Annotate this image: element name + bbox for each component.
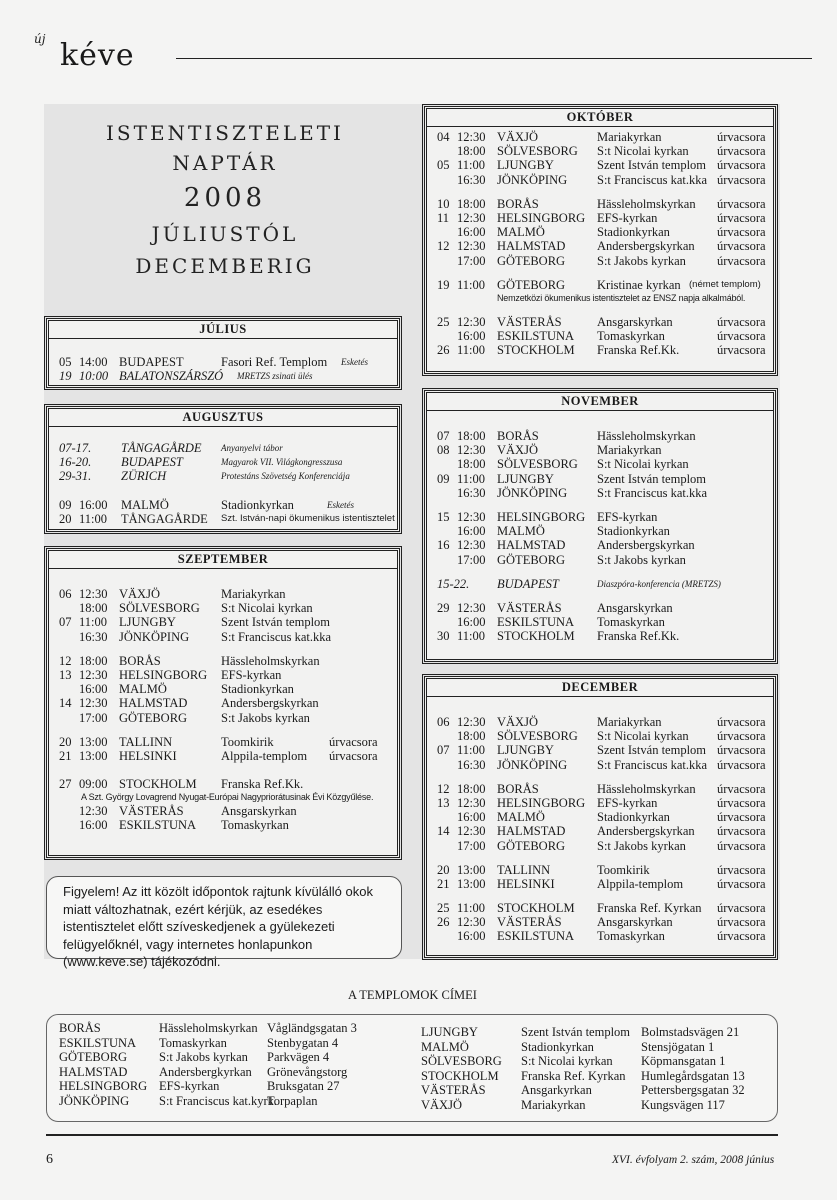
month-heading: SZEPTEMBER <box>49 551 397 569</box>
schedule-row: 17:00 GÖTEBORG S:t Jakobs kyrkan úrvacsora <box>457 838 766 853</box>
schedule-row: 18:00 SÖLVESBORG S:t Nicolai kyrkan úrvacsora <box>457 729 766 744</box>
title-line-1: ISTENTISZTELETI <box>106 121 344 145</box>
schedule-row: 18:00 SÖLVESBORG S:t Nicolai kyrkan úrvacsora <box>457 144 766 159</box>
month-box-augusztus <box>46 406 400 532</box>
schedule-row: 16:30 JÖNKÖPING S:t Franciscus kat.kka <box>457 485 708 500</box>
schedule-row: 06 12:30 VÄXJÖ Mariakyrkan <box>59 587 286 601</box>
schedule-row: 20 13:00 TALLINN Toomkirik úrvacsora <box>437 862 766 877</box>
month-heading: JÚLIUS <box>49 321 397 339</box>
month-heading: DECEMBER <box>427 679 773 697</box>
schedule-row: 16:00 MALMÖ Stadionkyrkan <box>79 682 294 697</box>
schedule-row: 16:30 JÖNKÖPING S:t Franciscus kat.kka <box>79 629 332 644</box>
schedule-row: 20 11:00 TÅNGAGÅRDE Szt. István-napi ökumenikus istentisztelet <box>59 511 395 526</box>
issue-info: XVI. évfolyam 2. szám, 2008 június <box>612 1154 775 1166</box>
masthead-prefix: új <box>34 32 46 46</box>
schedule-row: 16:00 ESKILSTUNA Tomaskyrkan <box>79 818 289 833</box>
notice-text: Figyelem! Az itt közölt időpontok rajtunk kívülálló okok miatt változhatnak, ezért kérjük, az esedékes istentisztelet előtt szíveskedjenek a gyülekezeti felügyelőknél, vagy internetes honlapunkon (www.keve.se) tájékozódni. <box>63 884 373 969</box>
addresses-heading: A TEMPLOMOK CÍMEI <box>348 988 477 1002</box>
title-line-5: DECEMBERIG <box>135 254 315 278</box>
schedule-row: 12:30 VÄSTERÅS Ansgarskyrkan <box>79 804 297 819</box>
schedule-row: 30 11:00 STOCKHOLM Franska Ref.Kk. <box>437 629 680 644</box>
schedule-row: 25 12:30 VÄSTERÅS Ansgarskyrkan úrvacsora <box>437 314 766 329</box>
address-row: VÄSTERÅS Ansgarkyrkan Pettersbergsgatan 32 <box>421 1083 745 1097</box>
schedule-row: 10 18:00 BORÅS Hässleholmskyrkan úrvacsora <box>437 196 766 211</box>
schedule-row: 08 12:30 VÄXJÖ Mariakyrkan <box>437 443 662 458</box>
schedule-row: 16:00 ESKILSTUNA Tomaskyrkan úrvacsora <box>457 929 766 944</box>
title-line-2: NAPTÁR <box>172 151 278 175</box>
schedule-row: 25 11:00 STOCKHOLM Franska Ref. Kyrkan úrvacsora <box>437 901 766 916</box>
address-row: ESKILSTUNA Tomaskyrkan Stenbygatan 4 <box>59 1035 339 1050</box>
schedule-row: 05 11:00 LJUNGBY Szent István templom úrvacsora <box>437 158 766 173</box>
event-note: Nemzetközi ökumenikus istentisztelet az ENSZ napja alkalmából. <box>497 292 746 303</box>
schedule-row: 11 12:30 HELSINGBORG EFS-kyrkan úrvacsora <box>437 210 766 225</box>
schedule-row: 04 12:30 VÄXJÖ Mariakyrkan úrvacsora <box>437 130 766 144</box>
schedule-row: 16:00 ESKILSTUNA Tomaskyrkan <box>457 615 665 630</box>
masthead-title: kéve <box>60 38 135 73</box>
schedule-row: 19 10:00 BALATONSZÁRSZÓ MRETZS zsinati ülés <box>59 369 313 384</box>
month-box-december <box>424 676 776 958</box>
schedule-row: 21 13:00 HELSINKI Alppila-templom úrvacsora <box>59 748 378 763</box>
schedule-row: 27 09:00 STOCKHOLM Franska Ref.Kk. <box>59 777 304 792</box>
schedule-row: 19 11:00 GÖTEBORG Kristinae kyrkan (német templom) <box>437 277 761 292</box>
schedule-row: 17:00 GÖTEBORG S:t Jakobs kyrkan <box>79 710 310 725</box>
schedule-row: 13 12:30 HELSINGBORG EFS-kyrkan úrvacsora <box>437 795 766 810</box>
month-heading: AUGUSZTUS <box>49 409 397 427</box>
schedule-row: 16:00 ESKILSTUNA Tomaskyrkan úrvacsora <box>457 329 766 344</box>
schedule-row: 15 12:30 HELSINGBORG EFS-kyrkan <box>437 509 658 524</box>
address-row: BORÅS Hässleholmskyrkan Vågländgsgatan 3 <box>59 1021 357 1035</box>
address-row: MALMÖ Stadionkyrkan Stensjögatan 1 <box>421 1039 715 1054</box>
page-number: 6 <box>46 1152 53 1167</box>
schedule-row: 20 13:00 TALLINN Toomkirik úrvacsora <box>59 734 378 749</box>
address-row: SÖLVESBORG S:t Nicolai kyrkan Köpmansgatan 1 <box>421 1054 726 1068</box>
event-note: A Szt. György Lovagrend Nyugat-Európai Nagypriorátusinak Évi Közgyűlése. <box>81 792 374 803</box>
address-row: HALMSTAD Andersbergkyrkan Grönevångstorg <box>59 1064 348 1079</box>
schedule-row: 09 11:00 LJUNGBY Szent István templom <box>437 471 707 486</box>
schedule-row: 15-22. BUDAPEST Diaszpóra-konferencia (MRETZS) <box>437 576 721 591</box>
month-box-szeptember <box>46 548 400 858</box>
schedule-row: 17:00 GÖTEBORG S:t Jakobs kyrkan <box>457 552 686 567</box>
address-row: HELSINGBORG EFS-kyrkan Bruksgatan 27 <box>59 1079 340 1093</box>
schedule-row: 06 12:30 VÄXJÖ Mariakyrkan úrvacsora <box>437 715 766 729</box>
schedule-row: 17:00 GÖTEBORG S:t Jakobs kyrkan úrvacsora <box>457 253 766 268</box>
schedule-row: 26 11:00 STOCKHOLM Franska Ref.Kk. úrvacsora <box>437 343 766 358</box>
schedule-row: 12 18:00 BORÅS Hässleholmskyrkan <box>59 653 320 668</box>
address-row: JÖNKÖPING S:t Franciscus kat.kyrk. Torpaplan <box>59 1093 318 1108</box>
notice-box <box>46 876 402 969</box>
schedule-row: 14 12:30 HALMSTAD Andersbergskyrkan úrvacsora <box>437 824 766 839</box>
schedule-row: 07 18:00 BORÅS Hässleholmskyrkan <box>437 429 696 443</box>
address-row: GÖTEBORG S:t Jakobs kyrkan Parkvägen 4 <box>59 1050 330 1064</box>
month-box-oktober <box>424 106 776 374</box>
schedule-row: 07-17. TÅNGAGÅRDE Anyanyelvi tábor <box>59 441 283 455</box>
schedule-row: 18:00 SÖLVESBORG S:t Nicolai kyrkan <box>457 457 689 472</box>
schedule-row: 29 12:30 VÄSTERÅS Ansgarskyrkan <box>437 600 673 615</box>
schedule-row: 16:00 MALMÖ Stadionkyrkan <box>457 524 670 539</box>
schedule-row: 13 12:30 HELSINGBORG EFS-kyrkan <box>59 667 282 682</box>
schedule-row: 29-31. ZÜRICH Protestáns Szövetség Konferenciája <box>59 469 350 484</box>
month-heading: OKTÓBER <box>427 109 773 127</box>
schedule-row: 12 18:00 BORÅS Hässleholmskyrkan úrvacsora <box>437 781 766 796</box>
footer-rule <box>46 1134 778 1136</box>
schedule-row: 14 12:30 HALMSTAD Andersbergskyrkan <box>59 696 319 711</box>
schedule-row: 16 12:30 HALMSTAD Andersbergskyrkan <box>437 538 695 553</box>
schedule-row: 07 11:00 LJUNGBY Szent István templom <box>59 615 331 630</box>
schedule-row: 16:30 JÖNKÖPING S:t Franciscus kat.kka úrvacsora <box>457 172 766 187</box>
address-row: STOCKHOLM Franska Ref. Kyrkan Humlegårdsgatan 13 <box>421 1068 745 1083</box>
schedule-row: 18:00 SÖLVESBORG S:t Nicolai kyrkan <box>79 601 313 616</box>
address-row: LJUNGBY Szent István templom Bolmstadsvägen 21 <box>421 1025 740 1039</box>
month-box-november <box>424 390 776 662</box>
schedule-row: 26 12:30 VÄSTERÅS Ansgarskyrkan úrvacsora <box>437 915 766 930</box>
schedule-row: 09 16:00 MALMÖ Stadionkyrkan Esketés <box>59 497 354 512</box>
schedule-row: 21 13:00 HELSINKI Alppila-templom úrvacsora <box>437 876 766 891</box>
schedule-row: 12 12:30 HALMSTAD Andersbergskyrkan úrvacsora <box>437 239 766 254</box>
month-box-julius <box>46 318 400 388</box>
month-heading: NOVEMBER <box>427 393 773 411</box>
masthead-rule <box>176 58 812 59</box>
title-year: 2008 <box>183 183 267 213</box>
schedule-row: 05 14:00 BUDAPEST Fasori Ref. Templom Esketés <box>59 355 368 369</box>
title-line-4: JÚLIUSTÓL <box>151 222 299 246</box>
addresses-box <box>46 1014 778 1122</box>
schedule-row: 16-20. BUDAPEST Magyarok VII. Világkongresszusa <box>59 455 343 470</box>
schedule-row: 07 11:00 LJUNGBY Szent István templom úrvacsora <box>437 743 766 758</box>
schedule-row: 16:30 JÖNKÖPING S:t Franciscus kat.kka úrvacsora <box>457 757 766 772</box>
calendar-title <box>60 118 390 282</box>
schedule-row: 16:00 MALMÖ Stadionkyrkan úrvacsora <box>457 810 766 825</box>
address-row: VÄXJÖ Mariakyrkan Kungsvägen 117 <box>421 1097 725 1112</box>
schedule-row: 16:00 MALMÖ Stadionkyrkan úrvacsora <box>457 225 766 240</box>
